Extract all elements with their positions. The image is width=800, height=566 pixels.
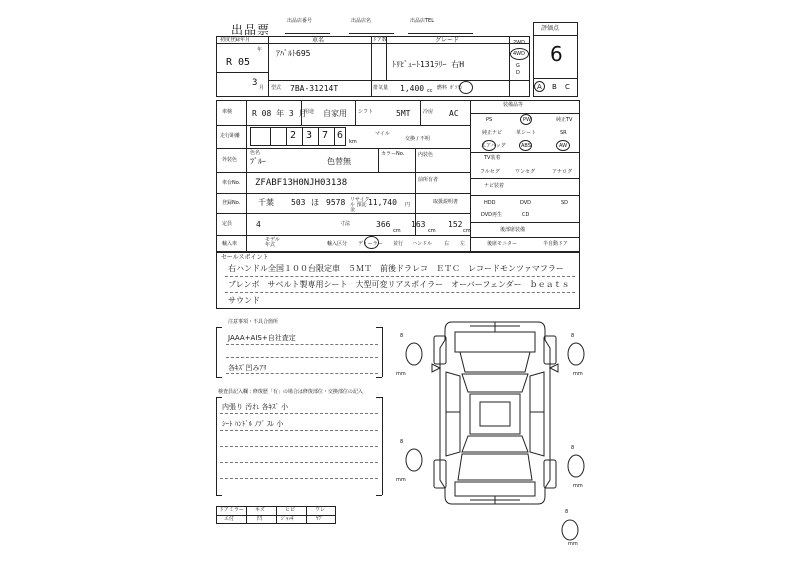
- tire-spare-unit: mm: [568, 541, 578, 547]
- mileage-digit-3: 7: [322, 130, 329, 141]
- interior-line-1: 内張り 汚れ 各ｷｽﾞ 小: [222, 403, 289, 411]
- use-value: 自家用: [323, 109, 347, 118]
- fuel-circle: [459, 81, 473, 94]
- import-dealer: ディーラー: [358, 241, 383, 247]
- rating-a-circle: [534, 81, 545, 92]
- eq-aw: AW: [559, 143, 568, 149]
- registration-label: 初度登録年月: [220, 37, 251, 43]
- tire-fl-unit: mm: [396, 371, 406, 377]
- tire-front-right-icon: [568, 343, 584, 365]
- mileage-note-label: マイル: [375, 131, 390, 137]
- rating-label: 評価点: [541, 25, 560, 32]
- width-value: 163: [411, 220, 426, 229]
- plate-number: 9578: [326, 198, 346, 207]
- tire-fl-mm: 8: [400, 333, 404, 339]
- eq-pw: PW: [523, 117, 531, 123]
- displacement-value: 1,400: [400, 84, 425, 93]
- recycle-value: 11,740: [368, 198, 397, 207]
- dims-label: 寸法: [340, 221, 351, 227]
- tv-analog: アナログ: [552, 169, 573, 175]
- shift-label: シフト: [358, 109, 374, 115]
- reg-year: 05: [238, 57, 251, 68]
- mileage-box: [250, 127, 346, 146]
- header-store-number: 出品店番号: [287, 18, 313, 24]
- tire-rr-mm: 8: [571, 445, 575, 451]
- length-value: 366: [376, 220, 391, 229]
- fuel-label: 燃料: [437, 85, 448, 91]
- ac-label: 冷房: [423, 109, 434, 115]
- wd-4: 4WD: [513, 51, 525, 57]
- tv-label: TV装着: [484, 155, 501, 161]
- color-label: 外装色: [222, 157, 238, 163]
- plate-label: 登録No.: [222, 200, 241, 206]
- header-store-tel: 出品店TEL: [410, 18, 434, 24]
- chassis-value: ZFABF13H0NJH03138: [255, 178, 348, 188]
- ac-value: AC: [449, 109, 459, 118]
- import-left: 左: [460, 241, 466, 247]
- interior-label: 内装色: [418, 152, 434, 158]
- model-year-label: モデル 年式: [265, 237, 280, 248]
- tire-rr-unit: mm: [573, 483, 583, 489]
- car-name-label: 車名: [312, 37, 325, 44]
- reg-year-unit: 年: [257, 47, 263, 53]
- mileage-digit-4: 6: [337, 130, 344, 141]
- height-unit: cm: [463, 228, 471, 234]
- media-sd: SD: [561, 200, 569, 206]
- capacity-label: 定員: [222, 221, 233, 227]
- grade-value-4: ﾔﾌﾞ: [316, 516, 324, 522]
- inspection-label: 車検: [222, 109, 233, 115]
- eq-aw-circle: [556, 140, 570, 151]
- shift-value: 5MT: [396, 109, 411, 118]
- eq-navi: 純正ナビ: [482, 130, 503, 136]
- import-handle: ハンドル: [412, 241, 433, 247]
- length-unit: cm: [393, 228, 401, 234]
- mileage-unit: km: [349, 139, 357, 145]
- recycle-label: リサイクル 預託金: [350, 197, 370, 213]
- equipment-title: 装備品等: [503, 102, 524, 108]
- rating-option-c: C: [565, 83, 570, 91]
- use-label: 用途: [304, 109, 315, 115]
- width-unit: cm: [428, 228, 436, 234]
- grade-value-1: エ付: [224, 516, 235, 522]
- plate-kana: ほ: [311, 198, 319, 207]
- door-label: ドア数: [372, 37, 387, 43]
- interior-line-2: ｼｰﾄ ﾊﾝﾄﾞﾙ ﾉﾌﾞ ｽﾚ 小: [222, 420, 284, 428]
- notes-label: 注意事項・不具合箇所: [228, 319, 279, 325]
- grade-header-crack: ヒビ: [285, 507, 296, 513]
- media-dvd: DVD: [520, 200, 532, 206]
- reg-month: 3: [252, 78, 258, 88]
- grade-header-mirror: ドアミラー: [219, 507, 244, 513]
- tire-spare-icon: [562, 520, 578, 540]
- color-name-label: 色名: [250, 150, 261, 156]
- height-value: 152: [448, 220, 463, 229]
- parts-manual: 取扱説明書: [433, 199, 459, 205]
- dvd-play-label: DVD再生: [481, 212, 503, 218]
- grade-value-2: 凹: [257, 516, 263, 522]
- grade-label: グレード: [435, 37, 460, 44]
- rating-value: 6: [550, 42, 563, 66]
- media-hdd: HDD: [484, 200, 496, 206]
- tire-front-left-icon: [406, 343, 422, 365]
- color-change: 色替無: [327, 157, 351, 166]
- eq-abs: ABS: [521, 143, 531, 149]
- sales-line-1: 右ハンドル全国１００台限定車 ５ＭＴ 前後ドラレコ ＥＴＣ レコードモンツァマフラー: [228, 264, 564, 273]
- note-line-2: 各ｷｽﾞ凹みｱﾘ: [228, 364, 267, 372]
- tv-fullseg: フルセグ: [480, 169, 500, 175]
- import-right: 右: [444, 241, 450, 247]
- eq-pw-circle: [520, 114, 532, 125]
- inspection-value: R 08 年 3 月: [252, 109, 307, 118]
- plate-area: 千葉: [258, 198, 274, 207]
- tire-rl-unit: mm: [396, 477, 406, 483]
- grade-value: ﾄﾘﾋﾞｭｰﾄ131ﾗﾘｰ 右H: [392, 60, 465, 69]
- navi-label: ナビ装着: [484, 183, 505, 189]
- cd-label: CD: [522, 212, 530, 218]
- grade-value-3: ｼﾞｬｯｷ: [281, 516, 294, 522]
- wd-2: 2WD: [513, 40, 525, 46]
- inspector-label: 検査員記入欄 : 修復歴「有」の場合は修復部位・交換部位の記入: [218, 389, 363, 395]
- tire-rear-right-icon: [568, 455, 584, 477]
- sales-label: セールスポイント: [221, 254, 269, 261]
- eq-sr: SR: [560, 130, 567, 136]
- fuel-options: ｶﾞｿﾘﾝ: [450, 85, 463, 91]
- import-parallel: 並行: [393, 241, 404, 247]
- eq-airbag-circle: [482, 140, 496, 151]
- eq-tv: 純正TV: [556, 117, 573, 123]
- back-door: 半自動ドア: [543, 241, 568, 247]
- reg-month-unit: 月: [259, 85, 265, 91]
- rating-option-b: B: [552, 83, 557, 91]
- chassis-label: 車台No.: [222, 180, 241, 186]
- mileage-digit-1: 2: [290, 130, 297, 141]
- recycle-unit: 円: [405, 202, 411, 208]
- displacement-unit: cc: [427, 88, 433, 94]
- mileage-label: 走行距離: [220, 133, 241, 139]
- wd-circle: [510, 48, 529, 60]
- back-monitor: 後席モニター: [487, 241, 518, 247]
- tv-oneseg: ワンセグ: [515, 169, 536, 175]
- import-dealer-circle: [364, 236, 379, 249]
- fuel-d: D: [516, 70, 520, 76]
- import-type-label: 輸入区分: [327, 241, 348, 247]
- sheet-title: 出品票: [231, 23, 271, 37]
- car-name: ｱﾊﾞﾙﾄ695: [276, 49, 311, 58]
- grade-header-scratch: キズ: [255, 507, 265, 513]
- color-value: ﾌﾞﾙｰ: [250, 157, 266, 166]
- eq-ps: PS: [486, 117, 493, 123]
- eq-leather: 革シート: [516, 130, 537, 136]
- sales-line-3: サウンド: [228, 296, 260, 305]
- displacement-label: 排気量: [373, 85, 389, 91]
- fuel-g: G: [516, 63, 520, 69]
- header-store-name: 出品店名: [351, 18, 372, 24]
- mileage-note: 交換 / 不明: [405, 136, 430, 142]
- back-seat-label: 後部席装備: [500, 227, 526, 233]
- note-line-1: JAAA+AIS+自社査定: [228, 334, 296, 342]
- tire-spare-mm: 8: [565, 509, 569, 515]
- eq-abs-circle: [519, 140, 532, 151]
- import-label: 輸入車: [222, 241, 238, 247]
- type-value: 7BA-31214T: [290, 84, 339, 93]
- tire-rl-mm: 8: [400, 439, 404, 445]
- reg-era: R: [226, 57, 233, 68]
- capacity-value: 4: [256, 220, 261, 229]
- rating-option-a: A: [537, 83, 542, 91]
- prev-owner-label: 前所有者: [418, 177, 439, 183]
- color-no-label: カラーNo.: [381, 151, 405, 157]
- plate-class: 503: [291, 198, 306, 207]
- mileage-digit-2: 3: [306, 130, 313, 141]
- tire-fr-unit: mm: [573, 371, 583, 377]
- grade-header-break: ワレ: [315, 507, 326, 513]
- tire-rear-left-icon: [406, 449, 422, 471]
- eq-airbag: エアバッグ: [481, 143, 506, 149]
- type-label: 型式: [271, 85, 282, 91]
- sales-line-2: ブレンボ サベルト製専用シート 大型可変リアスポイラー オーバーフェンダー ｂｅａｔｓ: [228, 280, 570, 289]
- tire-fr-mm: 8: [571, 333, 575, 339]
